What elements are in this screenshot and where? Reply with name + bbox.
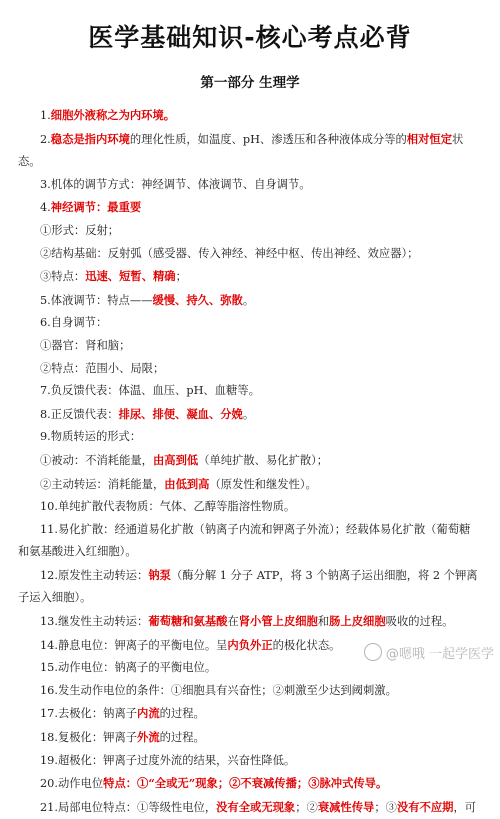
text-line — [18, 151, 488, 174]
text-segment: 11.易化扩散：经通道易化扩散（钠离子内流和钾离子外流）；经载体易化扩散（葡萄糖 — [40, 522, 471, 536]
text-segment: 态。 — [18, 155, 41, 169]
text-segment: （原发性和继发性）。 — [209, 477, 317, 491]
watermark — [364, 641, 494, 663]
highlight-text: 没有不应期 — [396, 799, 454, 814]
highlight-text: 迅速、短暂、精确 — [85, 269, 176, 284]
text-segment: 的过程。 — [159, 731, 205, 745]
highlight-text: 内流 — [137, 706, 160, 721]
text-segment: 7.负反馈代表：体温、血压、pH、血糖等。 — [40, 384, 260, 398]
text-segment: 子运入细胞）。 — [18, 591, 92, 605]
text-segment: ①器官：肾和脑； — [40, 338, 131, 352]
highlight-text: 衰减性传导 — [317, 799, 375, 814]
text-line — [18, 243, 488, 266]
watermark-logo-icon — [364, 643, 382, 661]
highlight-text: 葡萄糖和氨基酸 — [148, 614, 228, 629]
text-segment: ②主动转运：消耗能量， — [40, 477, 165, 491]
text-line — [18, 541, 488, 564]
text-segment: 3.机体的调节方式：神经调节、体液调节、自身调节。 — [40, 177, 311, 191]
text-segment: 6.自身调节： — [40, 316, 108, 330]
text-segment: ；③ — [374, 800, 397, 814]
text-segment: 8.正反馈代表： — [40, 407, 119, 421]
text-line — [18, 473, 488, 497]
text-segment: 5.体液调节：特点—— — [40, 293, 153, 307]
text-segment: ①被动：不消耗能量， — [40, 453, 153, 467]
text-segment: ； — [175, 270, 187, 284]
highlight-text: 肾小管上皮细胞 — [238, 614, 318, 629]
text-segment: 20.动作电位 — [40, 777, 104, 791]
text-segment: 9.物质转运的形式： — [40, 430, 142, 444]
text-segment: 19.超极化：钾离子过度外流的结果，兴奋性降低。 — [40, 753, 296, 767]
text-segment: 12.原发性主动转运： — [40, 568, 149, 582]
text-segment: 和氨基酸进入红细胞）。 — [18, 545, 137, 559]
highlight-text: 神经调节：最重要 — [50, 200, 142, 215]
text-line — [18, 610, 488, 634]
text-line — [18, 403, 488, 427]
highlight-text: 特点：①“全或无”现象；②不衰减传播；③脉冲式传导。 — [103, 776, 388, 791]
watermark-text: @嗯哦 一起学医学 — [385, 646, 494, 662]
text-segment: 1. — [40, 109, 51, 122]
text-segment: 的理化性质，如温度、pH、渗透压和各种液体成分等的 — [129, 132, 407, 146]
text-segment: 10.单纯扩散代表物质：气体、乙醇等脂溶性物质。 — [40, 500, 296, 514]
text-line — [18, 587, 488, 610]
section-heading: 第一部分 生理学 — [200, 75, 300, 91]
text-line — [18, 312, 488, 335]
text-segment: 4. — [40, 201, 51, 215]
highlight-text: 钠泵 — [148, 567, 171, 582]
text-segment: 18.复极化：钾离子 — [40, 731, 138, 745]
text-segment: （酶分解 1 分子 ATP，将 3 个钠离子运出细胞，将 2 个钾离 — [170, 568, 478, 582]
highlight-text: 相对恒定 — [406, 131, 452, 146]
text-line — [18, 128, 488, 152]
text-line — [18, 265, 488, 289]
text-segment: 14.静息电位：钾离子的平衡电位。呈 — [40, 638, 228, 652]
text-line — [18, 426, 488, 449]
text-line — [18, 380, 488, 403]
highlight-text: 缓慢、持久、弥散 — [152, 292, 243, 307]
highlight-text: 细胞外液称之为内环境。 — [50, 108, 176, 122]
text-segment: 16.发生动作电位的条件：①细胞具有兴奋性；②刺激至少达到阈刺激。 — [40, 683, 397, 697]
text-line — [18, 796, 488, 819]
text-line — [18, 289, 488, 313]
text-segment: ，可 — [453, 800, 477, 814]
text-line — [18, 449, 488, 473]
page-title: 医学基础知识-核心考点必背 — [88, 23, 412, 52]
text-line — [18, 358, 488, 381]
text-line — [18, 726, 488, 750]
highlight-text: 没有全或无现象 — [216, 799, 296, 814]
text-line — [18, 174, 488, 197]
text-segment: ；② — [295, 800, 318, 814]
text-line — [18, 519, 488, 542]
text-segment: 17.去极化：钠离子 — [40, 707, 138, 721]
text-line — [18, 564, 488, 588]
text-segment: ③特点： — [40, 270, 86, 284]
text-segment: 。 — [242, 293, 255, 307]
highlight-text: 肠上皮细胞 — [329, 614, 386, 629]
text-line — [18, 750, 488, 773]
text-line — [18, 496, 488, 519]
document-body — [18, 104, 488, 819]
text-line — [18, 196, 488, 220]
text-line — [18, 702, 488, 726]
highlight-text: 稳态是指内环境 — [50, 131, 130, 146]
text-segment: 的过程。 — [159, 707, 205, 721]
highlight-text: 外流 — [137, 730, 160, 745]
text-segment: 。 — [242, 407, 255, 421]
highlight-text: 排尿、排便、凝血、分娩 — [118, 406, 243, 421]
text-segment: 状 — [452, 132, 464, 146]
text-segment: 在 — [227, 615, 239, 629]
text-line — [18, 680, 488, 703]
text-segment: 和 — [317, 615, 330, 629]
text-segment: ②结构基础：反射弧（感受器、传入神经、神经中枢、传出神经、效应器）； — [40, 246, 419, 260]
text-line — [18, 772, 488, 796]
text-segment: ①形式：反射； — [40, 223, 120, 237]
text-segment: 吸收的过程。 — [385, 615, 454, 629]
highlight-text: 内负外正 — [227, 637, 273, 652]
highlight-text: 由高到低 — [152, 452, 199, 467]
text-segment: 13.继发性主动转运： — [40, 615, 149, 629]
text-line — [18, 220, 488, 243]
text-segment: 的极化状态。 — [272, 638, 341, 652]
text-line — [18, 104, 488, 128]
text-segment: ②特点：范围小、局限； — [40, 361, 165, 375]
text-segment: 15.动作电位：钠离子的平衡电位。 — [40, 661, 217, 675]
text-segment: （单纯扩散、易化扩散）； — [198, 453, 329, 467]
text-segment: 21.局部电位特点：①等级性电位， — [40, 800, 217, 814]
highlight-text: 由低到高 — [164, 476, 210, 491]
text-line — [18, 335, 488, 358]
text-segment: 2. — [40, 132, 51, 146]
